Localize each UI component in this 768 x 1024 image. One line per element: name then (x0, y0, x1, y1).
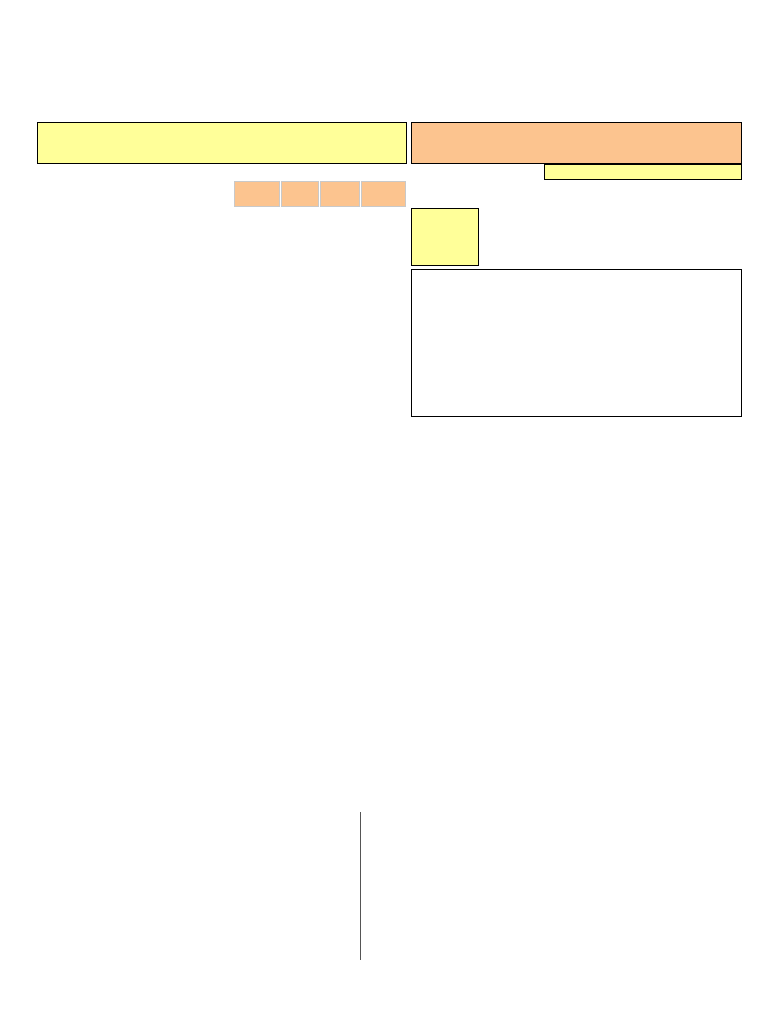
riesgo-header-label (37, 180, 234, 208)
probabilidad-label (411, 208, 479, 266)
header-nivel (361, 181, 406, 207)
matriz-title (37, 122, 407, 164)
gravedad-header (544, 164, 742, 180)
legend-descriptions (411, 269, 742, 417)
header-gravedad (281, 181, 319, 207)
divider-line (360, 812, 361, 960)
header-valor (320, 181, 360, 207)
header-probabilidad (234, 181, 280, 207)
leyenda-title (411, 122, 742, 164)
